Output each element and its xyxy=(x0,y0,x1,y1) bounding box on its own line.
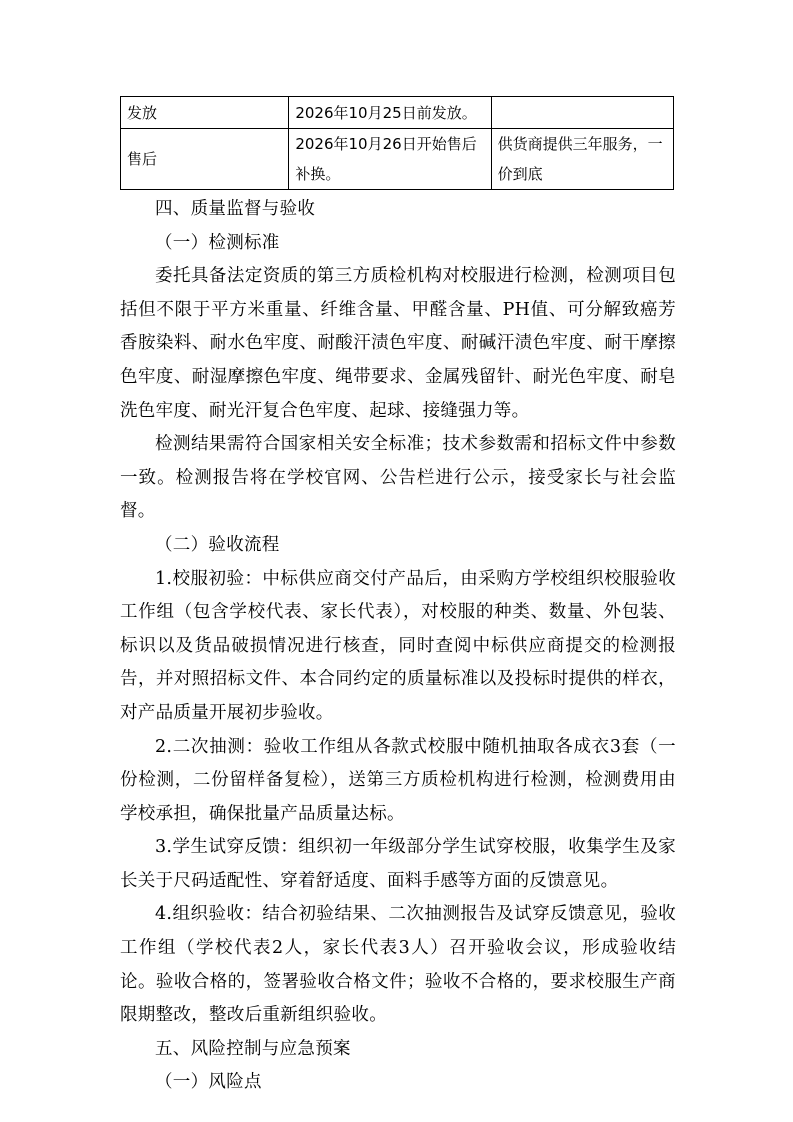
paragraph: 4.组织验收：结合初验结果、二次抽测报告及试穿反馈意见，验收工作组（学校代表2人，家长代表3人）召开验收会议，形成验收结论。验收合格的，签署验收合格文件；验收不合格的，要求校服生产商限期整改，整改后重新组织验收。 xyxy=(120,904,676,1026)
table-cell: 2026年10月25日前发放。 xyxy=(289,97,491,129)
table-row xyxy=(121,129,674,190)
table-cell xyxy=(491,97,673,129)
subsection-heading: （二）验收流程 xyxy=(155,534,280,555)
table-cell: 2026年10月26日开始售后补换。 xyxy=(289,129,491,190)
schedule-table xyxy=(120,96,674,190)
table-cell: 发放 xyxy=(121,97,289,129)
paragraph: 检测结果需符合国家相关安全标准；技术参数需和招标文件中参数一致。检测报告将在学校官网、公告栏进行公示，接受家长与社会监督。 xyxy=(120,434,676,522)
paragraph: 2.二次抽测：验收工作组从各款式校服中随机抽取各成衣3套（一份检测，二份留样备复检），送第三方质检机构进行检测，检测费用由学校承担，确保批量产品质量达标。 xyxy=(120,736,676,824)
table-cell: 售后 xyxy=(121,129,289,190)
section-heading: 四、质量监督与验收 xyxy=(155,199,316,219)
paragraph: 3.学生试穿反馈：组织初一年级部分学生试穿校服，收集学生及家长关于尺码适配性、穿着舒适度、面料手感等方面的反馈意见。 xyxy=(120,837,676,891)
subsection-heading: （一）检测标准 xyxy=(155,232,280,253)
paragraph: 委托具备法定资质的第三方质检机构对校服进行检测，检测项目包括但不限于平方米重量、纤维含量、甲醛含量、PH值、可分解致癌芳香胺染料、耐水色牢度、耐酸汗渍色牢度、耐碱汗渍色牢度、耐干摩擦色牢度、耐湿摩擦色牢度、绳带要求、金属残留针、耐光色牢度、耐皂洗色牢度、耐光汗复合色牢度、起球、接缝强力等。 xyxy=(120,266,676,421)
table-cell: 供货商提供三年服务，一价到底 xyxy=(491,129,673,190)
table-row xyxy=(121,97,674,129)
document-body xyxy=(120,193,676,1100)
subsection-heading: （一）风险点 xyxy=(155,1072,262,1093)
paragraph: 1.校服初验：中标供应商交付产品后，由采购方学校组织校服验收工作组（包含学校代表、家长代表），对校服的种类、数量、外包装、标识以及货品破损情况进行核查，同时查阅中标供应商提交的检测报告，并对照招标文件、本合同约定的质量标准以及投标时提供的样衣，对产品质量开展初步验收。 xyxy=(120,568,676,723)
section-heading: 五、风险控制与应急预案 xyxy=(155,1038,351,1059)
